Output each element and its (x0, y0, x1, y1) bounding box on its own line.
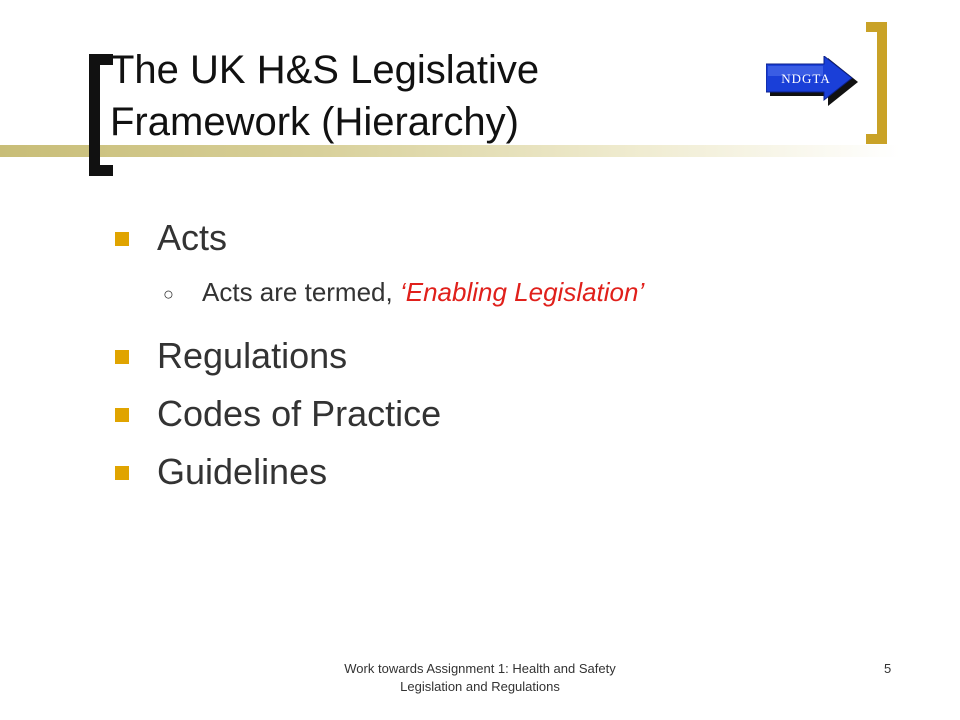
square-bullet-icon (115, 232, 129, 246)
right-bracket-top (866, 22, 887, 32)
sub-bullet-text: Acts are termed, (202, 277, 400, 307)
right-bracket-bottom (866, 134, 887, 144)
footer-line1: Work towards Assignment 1: Health and Safety (344, 661, 616, 676)
slide-title-line1: The UK H&S Legislative (110, 48, 540, 92)
bullet-list (110, 216, 930, 508)
bullet-text: Regulations (157, 335, 348, 376)
slide-title (110, 44, 750, 148)
bullet-text: Codes of Practice (157, 393, 442, 434)
sub-bullet-emphasis: ‘Enabling Legislation’ (399, 277, 645, 307)
slide-footer (330, 660, 630, 696)
arrow-badge-icon (766, 56, 860, 108)
logo-text: NDGTA (781, 71, 831, 86)
left-bracket-bottom (89, 165, 113, 176)
sub-bullet-enabling-legislation (110, 272, 930, 334)
ndgta-logo (766, 56, 860, 108)
slide-title-line2: Framework (Hierarchy) (110, 100, 519, 144)
hollow-circle-bullet-icon: ○ (163, 284, 174, 304)
right-bracket (877, 22, 887, 144)
footer-line2: Legislation and Regulations (400, 679, 560, 694)
square-bullet-icon (115, 408, 129, 422)
bullet-guidelines (110, 450, 930, 508)
bullet-regulations (110, 334, 930, 392)
bullet-text: Acts (157, 217, 228, 258)
square-bullet-icon (115, 466, 129, 480)
left-bracket (89, 54, 100, 176)
square-bullet-icon (115, 350, 129, 364)
bullet-codes-of-practice (110, 392, 930, 450)
page-number: 5 (884, 661, 892, 676)
bullet-text: Guidelines (157, 451, 328, 492)
bullet-acts (110, 216, 930, 274)
